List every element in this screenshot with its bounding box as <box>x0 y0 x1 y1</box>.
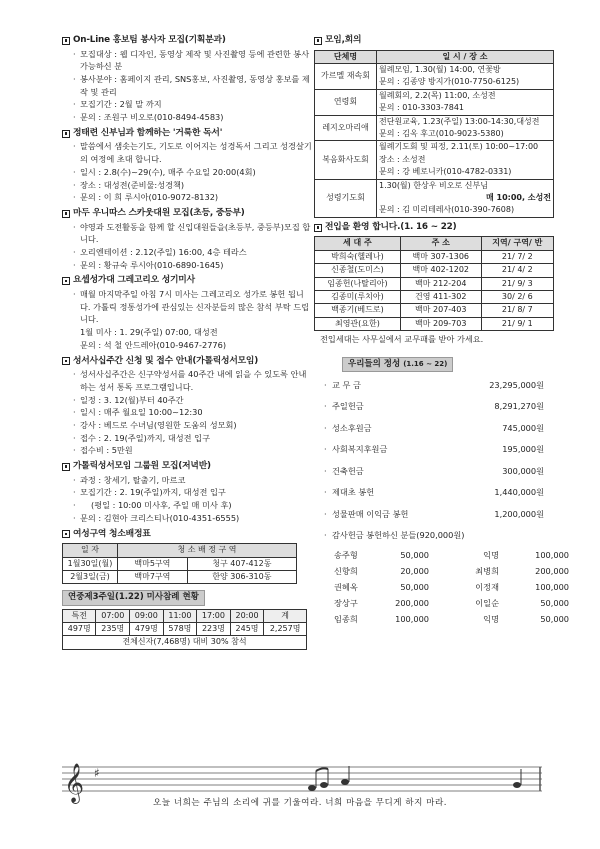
right-column <box>314 34 569 630</box>
attendance-table <box>62 609 307 650</box>
bible-section <box>62 355 312 458</box>
list-item: · 주일헌금 8,291,270원 <box>324 396 544 418</box>
table-header: 일 자 <box>63 544 118 557</box>
table-row: 가르멜 재속회 월례모임, 1.30(월) 14:00, 연꽃방 문의 : 김종양 방지가(010-7750-6125) <box>315 64 554 90</box>
section-title: 가톨릭성서모임 그룹원 모집(저녁반) <box>73 461 211 472</box>
treble-clef-icon: 𝄞 <box>64 763 85 803</box>
square-bullet-icon <box>62 530 70 538</box>
square-bullet-icon <box>62 210 70 218</box>
table-row: 박희숙(헬레나) 백마 307-1306 21/ 7/ 2 <box>315 250 554 263</box>
section-title: 요셉성가대 그레고리오 성기미사 <box>73 275 195 286</box>
table-row: 전체신자(7,468명) 대비 30% 참석 <box>63 636 307 649</box>
table-row: 김종미(루치아) 건영 411-302 30/ 2/ 6 <box>315 290 554 303</box>
section-title: On-Line 홍보팀 봉사자 모집(기획분과) <box>73 35 226 45</box>
lectio-section <box>62 127 312 204</box>
left-column <box>62 34 312 653</box>
list-item: · 문의 : 이 희 루시아(010-9072-8132) <box>73 191 312 204</box>
list-item: · 일시 : 매주 월요일 10:00~12:30 <box>73 406 312 419</box>
table-row: 연령회 월례회의, 2.2(목) 11:00, 소성전 문의 : 010-3303-7841 <box>315 89 554 115</box>
table-row: 신종철(도미스) 백마 402-1202 21/ 4/ 2 <box>315 264 554 277</box>
mass-time: 1월 미사 : 1. 29(주일) 07:00, 대성전 <box>80 327 218 338</box>
meetings-section <box>314 34 554 218</box>
list-item: · 일시 : 2.8(수)~29(수), 매주 수요일 20:00(4회) <box>73 166 312 179</box>
newcomers-note: 전입세대는 사무실에서 교무패를 받아 가세요. <box>320 334 484 345</box>
cleaning-table <box>62 543 297 584</box>
square-bullet-icon <box>62 37 70 45</box>
list-item: · 봉사분야 : 홈페이지 관리, SNS홍보, 사진촬영, 동영상 홍보를 제작 및 관리 <box>73 73 312 98</box>
list-item: · 강사 : 베드로 수녀님(영원한 도움의 성모회) <box>73 419 312 432</box>
list-item: · 장소 : 대성전(준비물:성경책) <box>73 179 312 192</box>
online-items <box>62 48 312 124</box>
list-item: · 문의 : 김현아 크리스티나(010-4351-6555) <box>73 512 312 525</box>
section-title: 정태련 신부님과 함께하는 '거룩한 독서' <box>73 127 223 138</box>
attendance-title: 연중제3주일(1.22) 미사참례 현황 <box>62 590 205 605</box>
list-item: · 접수비 : 5만원 <box>73 444 312 457</box>
giving-section <box>314 354 569 627</box>
list-item: · 모집기간 : 2월 말 까지 <box>73 98 312 111</box>
list-item: · 건축헌금 300,000원 <box>324 461 544 483</box>
giving-title: 우리들의 정성 (1.16 ~ 22) <box>342 357 453 372</box>
newcomers-section <box>314 221 554 346</box>
list-item: · 모집기간 : 2. 19(주일)까지, 대성전 입구 <box>73 486 312 499</box>
notes-icon <box>308 766 521 791</box>
section-title: 모임,회의 <box>325 35 362 45</box>
scout-section <box>62 207 312 271</box>
section-title: 성서사십주간 신청 및 접수 안내(가톨릭성서모임) <box>73 355 259 366</box>
table-header: 세 대 주 <box>315 237 401 250</box>
square-bullet-icon <box>314 37 322 45</box>
section-title: 전입을 환영 합니다.(1. 16 ~ 22) <box>325 221 457 232</box>
table-header: 지역/ 구역/ 반 <box>481 237 553 250</box>
list-item: · 모집대상 : 웹 디자인, 동영상 제작 및 사진촬영 등에 관련한 봉사 가능하신 분 <box>73 48 312 73</box>
table-row: 복음화사도회 월례기도회 및 피정, 2.11(토) 10:00~17:00 장소 : 소성전 문의 : 강 베로니카(010-4782-0331) <box>315 141 554 179</box>
section-title: 마두 우니따스 스카웃대원 모집(초등, 중등부) <box>73 207 245 218</box>
table-row: 1월30일(월) 백마5구역 청구 407-412동 <box>63 557 297 570</box>
list-item: · 야영과 도전활동을 함께 할 신입대원들을(초등부, 중등부)모집 합니다. <box>73 221 312 246</box>
list-item: · 문의 : 조원구 비오로(010-8494-4583) <box>73 111 312 124</box>
online-recruit-section <box>62 34 312 124</box>
group-section <box>62 460 312 524</box>
square-bullet-icon <box>62 357 70 365</box>
square-bullet-icon <box>314 224 322 232</box>
meetings-table <box>314 50 554 218</box>
list-item: · 오리엔테이션 : 2.12(주일) 16:00, 4층 테라스 <box>73 246 312 259</box>
table-row: 2월3일(금) 백마7구역 한양 306-310동 <box>63 570 297 583</box>
contact: 문의 : 석 철 안드레아(010-9467-2776) <box>80 339 227 350</box>
list-item: · 문의 : 황규숙 루시아(010-6890-1645) <box>73 259 312 272</box>
list-item: · 접수 : 2. 19(주일)까지, 대성전 입구 <box>73 432 312 445</box>
list-item: · 일정 : 3. 12(월)부터 40주간 <box>73 394 312 407</box>
attendance-section <box>62 587 312 649</box>
cleaning-section <box>62 528 312 585</box>
table-header: 일 시 / 장 소 <box>377 50 554 63</box>
newcomers-table <box>314 236 554 331</box>
list-item: · 과정 : 창세기, 탈출기, 마르코 <box>73 474 312 487</box>
section-title: 여성구역 청소배정표 <box>73 528 151 539</box>
table-row: 특전 07:00 09:00 11:00 17:00 20:00 계 <box>63 609 307 622</box>
table-header: 단체명 <box>315 50 377 63</box>
table-row: 백종기(베드로) 백마 207-403 21/ 8/ 7 <box>315 304 554 317</box>
sharp-icon: ♯ <box>94 766 100 780</box>
list-item: · 성소후원금 745,000원 <box>324 418 544 440</box>
table-row: 497명 235명 479명 578명 223명 245명 2,257명 <box>63 622 307 635</box>
square-bullet-icon <box>62 463 70 471</box>
list-item: · 매월 마지막주일 아침 7시 미사는 그레고리오 성가로 봉헌 됩니다. 가톨릭 정통성가에 관심있는 신자분들의 많은 참석 부탁 드립니다. <box>73 288 312 326</box>
list-item: · 말씀에서 샘솟는기도, 기도로 이어지는 성경독서 그리고 성경살기의 여정에 초대 합니다. <box>73 140 312 165</box>
table-row: 최영관(요한) 백마 209-703 21/ 9/ 1 <box>315 317 554 330</box>
table-header: 청 소 배 정 구 역 <box>118 544 297 557</box>
table-row: 임종헌(나탈리아) 백마 212-204 21/ 9/ 3 <box>315 277 554 290</box>
list-item: · 성물판매 이익금 봉헌 1,200,000원 <box>324 504 544 526</box>
table-header: 주 소 <box>400 237 481 250</box>
giving-list <box>314 375 544 547</box>
list-item: · 감사헌금 봉헌하신 분들(920,000원) <box>324 525 544 547</box>
list-item: · 교 무 금 23,295,000원 <box>324 375 544 397</box>
list-item: · 성서사십주간은 신구약성서를 40주간 내에 읽을 수 있도록 안내하는 성서 통독 프로그램입니다. <box>73 368 312 393</box>
gregorian-section <box>62 274 312 351</box>
list-item: · (평일 : 10:00 미사후, 주일 매 미사 후) <box>73 499 312 512</box>
footer-verse: 오늘 너희는 주님의 소리에 귀를 기울여라. 너희 마음을 무디게 하지 마라. <box>152 798 448 808</box>
donor-grid: 송주형 50,000 익명 100,000 신향희 20,000 최병희 200,000 권혜옥 50,000 이정재 100,000 장상구 200,000 이일순 50,000 임종희 100,000 익명 50,000 <box>334 549 569 624</box>
list-item: · 제대초 봉헌 1,440,000원 <box>324 482 544 504</box>
table-row: 레지오마리애 전단원교육, 1.23(주일) 13:00-14:30,대성전 문의 : 김옥 후고(010-9023-5380) <box>315 115 554 141</box>
list-item: · 사회복지후원금 195,000원 <box>324 439 544 461</box>
square-bullet-icon <box>62 130 70 138</box>
square-bullet-icon <box>62 277 70 285</box>
table-row: 성령기도회 1.30(월) 한상우 비오로 신부님 매 10:00, 소성전 문의 : 김 미리테레사(010-390-7608) <box>315 179 554 217</box>
